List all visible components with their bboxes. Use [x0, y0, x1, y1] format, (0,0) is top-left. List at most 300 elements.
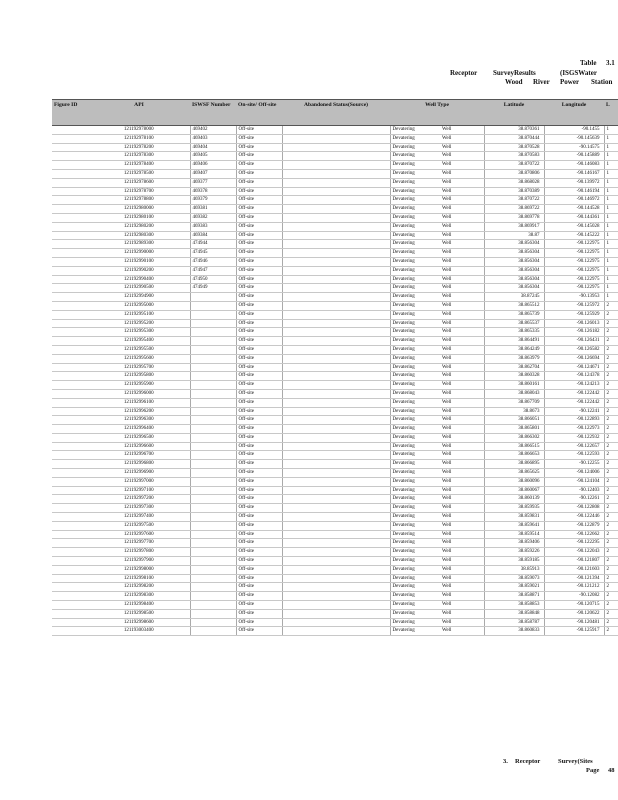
abandoned-cell: [282, 442, 390, 451]
abandoned-cell: [282, 152, 390, 161]
figure-id-cell: [52, 495, 88, 504]
isws-cell: [190, 557, 236, 566]
well-type-cell: Well: [440, 134, 484, 143]
well-type-cell: Well: [440, 328, 484, 337]
figure-id-cell: [52, 583, 88, 592]
status-cell: Devatering: [390, 513, 440, 522]
latitude-cell: 38.859831: [484, 513, 544, 522]
api-cell: 121192998300: [88, 592, 190, 601]
on-off-cell: Off-site: [236, 363, 282, 372]
last-cell: 2: [604, 398, 618, 407]
api-cell: 121192995100: [88, 310, 190, 319]
longitude-cell: -90.121603: [544, 565, 604, 574]
latitude-cell: 38.860096: [484, 477, 544, 486]
last-cell: 2: [604, 601, 618, 610]
last-cell: 2: [604, 381, 618, 390]
well-type-cell: Well: [440, 293, 484, 302]
api-cell: 121192997900: [88, 557, 190, 566]
well-type-cell: Well: [440, 389, 484, 398]
figure-id-cell: [52, 433, 88, 442]
on-off-cell: Off-site: [236, 565, 282, 574]
isws-cell: 469407: [190, 169, 236, 178]
well-type-cell: Well: [440, 451, 484, 460]
api-cell: 121192978300: [88, 152, 190, 161]
isws-cell: [190, 345, 236, 354]
figure-id-cell: [52, 310, 88, 319]
longitude-cell: -90.124104: [544, 477, 604, 486]
api-cell: 121192990000: [88, 249, 190, 258]
longitude-cell: -90.12255: [544, 460, 604, 469]
isws-cell: 474947: [190, 266, 236, 275]
table-row: [52, 381, 618, 390]
latitude-cell: 38.870444: [484, 134, 544, 143]
abandoned-cell: [282, 469, 390, 478]
latitude-cell: 38.863979: [484, 354, 544, 363]
on-off-cell: Off-site: [236, 143, 282, 152]
status-cell: Devatering: [390, 521, 440, 530]
well-type-cell: Well: [440, 231, 484, 240]
abandoned-cell: [282, 504, 390, 513]
status-cell: Devatering: [390, 126, 440, 135]
table-row: [52, 513, 618, 522]
abandoned-cell: [282, 134, 390, 143]
last-cell: 2: [604, 363, 618, 372]
latitude-cell: 38.860833: [484, 627, 544, 636]
api-cell: 121192995400: [88, 337, 190, 346]
latitude-cell: 38.868043: [484, 389, 544, 398]
last-cell: 2: [604, 310, 618, 319]
latitude-cell: 38.860328: [484, 372, 544, 381]
longitude-cell: -90.121807: [544, 557, 604, 566]
figure-id-cell: [52, 442, 88, 451]
api-cell: 121192978600: [88, 178, 190, 187]
api-cell: 121192978000: [88, 126, 190, 135]
latitude-cell: 38.865512: [484, 301, 544, 310]
abandoned-cell: [282, 389, 390, 398]
abandoned-cell: [282, 530, 390, 539]
on-off-cell: Off-site: [236, 161, 282, 170]
figure-id-cell: [52, 574, 88, 583]
table-row: [52, 592, 618, 601]
last-cell: 1: [604, 161, 618, 170]
table-row: [52, 521, 618, 530]
isws-cell: [190, 627, 236, 636]
isws-cell: [190, 372, 236, 381]
api-cell: 121192996900: [88, 469, 190, 478]
abandoned-cell: [282, 557, 390, 566]
latitude-cell: 38.866653: [484, 451, 544, 460]
isws-cell: [190, 565, 236, 574]
api-cell: 121192997500: [88, 521, 190, 530]
last-cell: 1: [604, 284, 618, 293]
abandoned-cell: [282, 328, 390, 337]
well-type-cell: Well: [440, 530, 484, 539]
well-type-cell: Well: [440, 513, 484, 522]
status-cell: Devatering: [390, 425, 440, 434]
api-cell: 121192989300: [88, 240, 190, 249]
latitude-cell: 38.87: [484, 231, 544, 240]
longitude-cell: -90.122893: [544, 416, 604, 425]
figure-id-cell: [52, 143, 88, 152]
latitude-cell: 38.856304: [484, 249, 544, 258]
well-type-cell: Well: [440, 275, 484, 284]
status-cell: Devatering: [390, 284, 440, 293]
latitude-cell: 38.866051: [484, 416, 544, 425]
abandoned-cell: [282, 126, 390, 135]
latitude-cell: 38.859641: [484, 521, 544, 530]
status-cell: Devatering: [390, 574, 440, 583]
abandoned-cell: [282, 407, 390, 416]
last-cell: 2: [604, 433, 618, 442]
longitude-cell: -90.122975: [544, 240, 604, 249]
longitude-cell: -90.146083: [544, 161, 604, 170]
api-cell: 121192994900: [88, 293, 190, 302]
on-off-cell: Off-site: [236, 196, 282, 205]
api-cell: 121192990500: [88, 284, 190, 293]
isws-cell: [190, 416, 236, 425]
table-row: [52, 319, 618, 328]
last-cell: 2: [604, 337, 618, 346]
header-wood: Wood: [505, 78, 523, 86]
last-cell: 2: [604, 565, 618, 574]
on-off-cell: Off-site: [236, 337, 282, 346]
status-cell: Devatering: [390, 609, 440, 618]
isws-cell: [190, 389, 236, 398]
well-type-cell: Well: [440, 126, 484, 135]
status-cell: Devatering: [390, 196, 440, 205]
well-type-cell: Well: [440, 187, 484, 196]
col-latitude: Latitude: [484, 100, 544, 126]
on-off-cell: Off-site: [236, 451, 282, 460]
abandoned-cell: [282, 477, 390, 486]
latitude-cell: 38.869778: [484, 213, 544, 222]
figure-id-cell: [52, 618, 88, 627]
table-row: [52, 574, 618, 583]
well-type-cell: Well: [440, 504, 484, 513]
well-type-cell: Well: [440, 345, 484, 354]
table-row: [52, 187, 618, 196]
well-type-cell: Well: [440, 469, 484, 478]
on-off-cell: Off-site: [236, 521, 282, 530]
latitude-cell: 38.858871: [484, 592, 544, 601]
api-cell: 121192997800: [88, 548, 190, 557]
well-type-cell: Well: [440, 319, 484, 328]
status-cell: Devatering: [390, 372, 440, 381]
latitude-cell: 38.856304: [484, 240, 544, 249]
isws-cell: 474949: [190, 284, 236, 293]
table-row: [52, 363, 618, 372]
abandoned-cell: [282, 583, 390, 592]
well-type-cell: Well: [440, 222, 484, 231]
last-cell: 1: [604, 196, 618, 205]
api-cell: 121192997200: [88, 495, 190, 504]
abandoned-cell: [282, 187, 390, 196]
isws-cell: [190, 425, 236, 434]
well-type-cell: Well: [440, 565, 484, 574]
status-cell: Devatering: [390, 583, 440, 592]
table-row: [52, 354, 618, 363]
figure-id-cell: [52, 416, 88, 425]
isws-cell: 474945: [190, 249, 236, 258]
abandoned-cell: [282, 574, 390, 583]
abandoned-cell: [282, 319, 390, 328]
status-cell: Devatering: [390, 381, 440, 390]
isws-cell: 474944: [190, 240, 236, 249]
isws-cell: 469377: [190, 178, 236, 187]
footer-receptor: Receptor: [515, 758, 541, 765]
last-cell: 2: [604, 583, 618, 592]
figure-id-cell: [52, 565, 88, 574]
figure-id-cell: [52, 126, 88, 135]
latitude-cell: 38.870722: [484, 196, 544, 205]
status-cell: Devatering: [390, 451, 440, 460]
abandoned-cell: [282, 539, 390, 548]
last-cell: 2: [604, 627, 618, 636]
well-type-cell: Well: [440, 381, 484, 390]
isws-cell: 474946: [190, 257, 236, 266]
table-row: [52, 266, 618, 275]
figure-id-cell: [52, 134, 88, 143]
status-cell: Devatering: [390, 504, 440, 513]
latitude-cell: 38.858787: [484, 618, 544, 627]
last-cell: 2: [604, 328, 618, 337]
table-row: [52, 372, 618, 381]
api-cell: 121192996000: [88, 389, 190, 398]
latitude-cell: 38.87245: [484, 293, 544, 302]
api-cell: 121192995700: [88, 363, 190, 372]
latitude-cell: 38.856304: [484, 257, 544, 266]
abandoned-cell: [282, 345, 390, 354]
longitude-cell: -90.126431: [544, 337, 604, 346]
api-cell: 121192998100: [88, 574, 190, 583]
on-off-cell: Off-site: [236, 557, 282, 566]
api-cell: 121192978200: [88, 143, 190, 152]
on-off-cell: Off-site: [236, 477, 282, 486]
on-off-cell: Off-site: [236, 442, 282, 451]
latitude-cell: 38.85913: [484, 565, 544, 574]
api-cell: 121192996500: [88, 433, 190, 442]
figure-id-cell: [52, 213, 88, 222]
well-type-cell: Well: [440, 433, 484, 442]
status-cell: Devatering: [390, 222, 440, 231]
latitude-cell: 38.864249: [484, 345, 544, 354]
api-cell: 121192995800: [88, 372, 190, 381]
col-isws-number: ISWSF Number: [190, 100, 236, 126]
longitude-cell: -90.139972: [544, 178, 604, 187]
latitude-cell: 38.862704: [484, 363, 544, 372]
status-cell: Devatering: [390, 231, 440, 240]
status-cell: Devatering: [390, 565, 440, 574]
well-type-cell: Well: [440, 627, 484, 636]
isws-cell: [190, 451, 236, 460]
isws-cell: 469405: [190, 152, 236, 161]
last-cell: 1: [604, 152, 618, 161]
status-cell: Devatering: [390, 460, 440, 469]
receptor-survey-table: [52, 99, 618, 636]
api-cell: 121192995500: [88, 345, 190, 354]
longitude-cell: -90.122442: [544, 389, 604, 398]
figure-id-cell: [52, 266, 88, 275]
api-cell: 121192980100: [88, 213, 190, 222]
table-row: [52, 433, 618, 442]
longitude-cell: -90.13953: [544, 293, 604, 302]
on-off-cell: Off-site: [236, 205, 282, 214]
status-cell: Devatering: [390, 328, 440, 337]
well-type-cell: Well: [440, 557, 484, 566]
on-off-cell: Off-site: [236, 345, 282, 354]
abandoned-cell: [282, 433, 390, 442]
latitude-cell: 38.868028: [484, 178, 544, 187]
figure-id-cell: [52, 521, 88, 530]
table-row: [52, 451, 618, 460]
figure-id-cell: [52, 161, 88, 170]
on-off-cell: Off-site: [236, 627, 282, 636]
col-abandoned-status: Abandoned Status(Source): [282, 100, 390, 126]
isws-cell: 474950: [190, 275, 236, 284]
abandoned-cell: [282, 548, 390, 557]
on-off-cell: Off-site: [236, 433, 282, 442]
figure-id-cell: [52, 504, 88, 513]
col-api: API: [88, 100, 190, 126]
api-cell: 121192995600: [88, 354, 190, 363]
well-type-cell: Well: [440, 249, 484, 258]
isws-cell: [190, 521, 236, 530]
api-cell: 121192980000: [88, 205, 190, 214]
figure-id-cell: [52, 178, 88, 187]
table-row: [52, 249, 618, 258]
on-off-cell: Off-site: [236, 249, 282, 258]
latitude-cell: 38.856304: [484, 266, 544, 275]
on-off-cell: Off-site: [236, 187, 282, 196]
figure-id-cell: [52, 222, 88, 231]
isws-cell: [190, 310, 236, 319]
api-cell: 121192996400: [88, 425, 190, 434]
api-cell: 121192995000: [88, 301, 190, 310]
last-cell: 1: [604, 178, 618, 187]
latitude-cell: 38.860139: [484, 495, 544, 504]
last-cell: 2: [604, 425, 618, 434]
well-type-cell: Well: [440, 398, 484, 407]
figure-id-cell: [52, 389, 88, 398]
well-type-cell: Well: [440, 460, 484, 469]
on-off-cell: Off-site: [236, 539, 282, 548]
figure-id-cell: [52, 477, 88, 486]
col-last: L: [604, 100, 618, 126]
figure-id-cell: [52, 328, 88, 337]
figure-id-cell: [52, 425, 88, 434]
isws-cell: [190, 504, 236, 513]
status-cell: Devatering: [390, 539, 440, 548]
last-cell: 2: [604, 372, 618, 381]
last-cell: 1: [604, 187, 618, 196]
figure-id-cell: [52, 293, 88, 302]
last-cell: 2: [604, 548, 618, 557]
status-cell: Devatering: [390, 433, 440, 442]
latitude-cell: 38.859935: [484, 504, 544, 513]
longitude-cell: -90.144361: [544, 213, 604, 222]
abandoned-cell: [282, 143, 390, 152]
longitude-cell: -90.122975: [544, 275, 604, 284]
figure-id-cell: [52, 196, 88, 205]
figure-id-cell: [52, 345, 88, 354]
figure-id-cell: [52, 592, 88, 601]
latitude-cell: 38.870528: [484, 143, 544, 152]
latitude-cell: 38.859021: [484, 583, 544, 592]
on-off-cell: Off-site: [236, 126, 282, 135]
latitude-cell: 38.860067: [484, 486, 544, 495]
receptor-table-container[interactable]: [52, 99, 618, 739]
table-row: [52, 416, 618, 425]
figure-id-cell: [52, 407, 88, 416]
figure-id-cell: [52, 337, 88, 346]
table-row: [52, 222, 618, 231]
latitude-cell: 38.866302: [484, 433, 544, 442]
table-row: [52, 143, 618, 152]
figure-id-cell: [52, 231, 88, 240]
abandoned-cell: [282, 354, 390, 363]
figure-id-cell: [52, 601, 88, 610]
longitude-cell: -90.121394: [544, 574, 604, 583]
longitude-cell: -90.122975: [544, 249, 604, 258]
well-type-cell: Well: [440, 169, 484, 178]
col-figure-id: Figure ID: [52, 100, 88, 126]
on-off-cell: Off-site: [236, 354, 282, 363]
longitude-cell: -90.122043: [544, 548, 604, 557]
well-type-cell: Well: [440, 609, 484, 618]
table-row: [52, 495, 618, 504]
status-cell: Devatering: [390, 495, 440, 504]
api-cell: 121192978400: [88, 161, 190, 170]
table-body: [52, 126, 618, 636]
footer-page-label: Page: [586, 767, 600, 774]
abandoned-cell: [282, 266, 390, 275]
latitude-cell: 38.866895: [484, 460, 544, 469]
latitude-cell: 38.870361: [484, 126, 544, 135]
table-row: [52, 213, 618, 222]
figure-id-cell: [52, 319, 88, 328]
figure-id-cell: [52, 354, 88, 363]
last-cell: 1: [604, 143, 618, 152]
longitude-cell: -90.122657: [544, 442, 604, 451]
last-cell: 2: [604, 442, 618, 451]
figure-id-cell: [52, 557, 88, 566]
api-cell: 121192978800: [88, 196, 190, 205]
on-off-cell: Off-site: [236, 460, 282, 469]
latitude-cell: 38.870806: [484, 169, 544, 178]
isws-cell: [190, 513, 236, 522]
abandoned-cell: [282, 521, 390, 530]
longitude-cell: -90.122973: [544, 425, 604, 434]
latitude-cell: 38.8673: [484, 407, 544, 416]
status-cell: Devatering: [390, 266, 440, 275]
status-cell: Devatering: [390, 143, 440, 152]
abandoned-cell: [282, 249, 390, 258]
abandoned-cell: [282, 601, 390, 610]
longitude-cell: -90.12241: [544, 407, 604, 416]
figure-id-cell: [52, 257, 88, 266]
well-type-cell: Well: [440, 416, 484, 425]
table-row: [52, 477, 618, 486]
on-off-cell: Off-site: [236, 257, 282, 266]
isws-cell: [190, 301, 236, 310]
longitude-cell: -90.122975: [544, 257, 604, 266]
on-off-cell: Off-site: [236, 425, 282, 434]
last-cell: 2: [604, 513, 618, 522]
table-row: [52, 627, 618, 636]
figure-id-cell: [52, 486, 88, 495]
last-cell: 2: [604, 539, 618, 548]
abandoned-cell: [282, 231, 390, 240]
